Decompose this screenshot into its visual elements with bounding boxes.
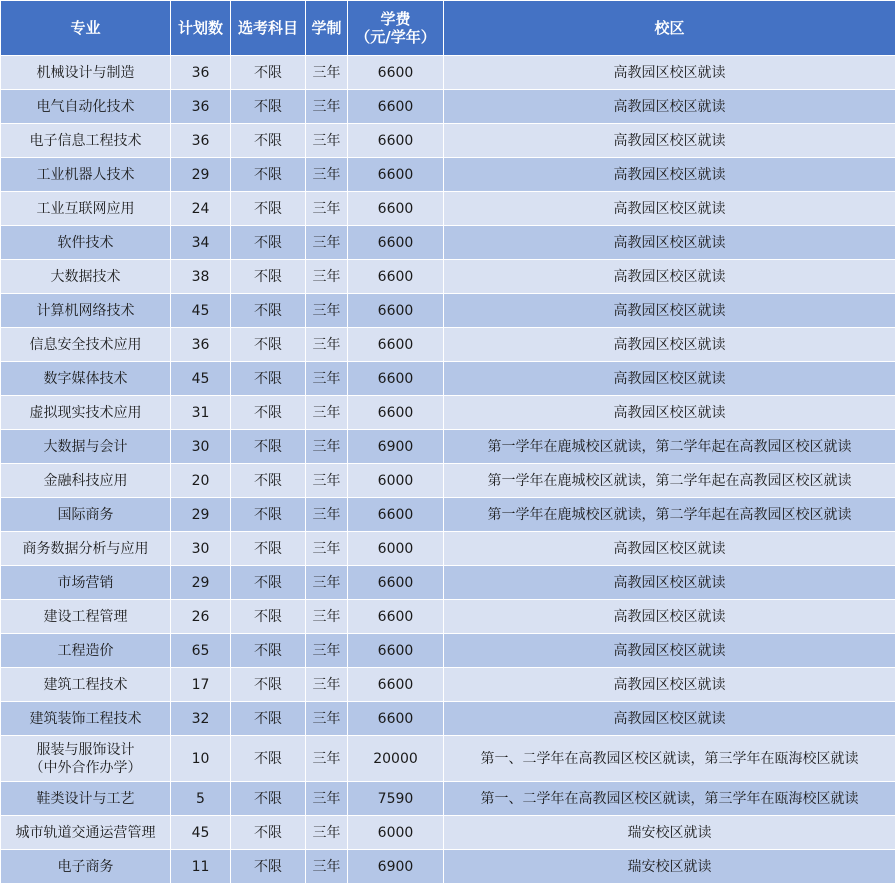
- cell-major: 数字媒体技术: [1, 362, 171, 396]
- cell-plan: 45: [171, 362, 231, 396]
- cell-campus: 高教园区校区就读: [444, 668, 895, 702]
- cell-duration: 三年: [306, 850, 348, 884]
- cell-campus: 瑞安校区就读: [444, 850, 895, 884]
- cell-duration: 三年: [306, 600, 348, 634]
- header-tuition-unit: （元/学年）: [355, 28, 436, 46]
- cell-plan: 45: [171, 816, 231, 850]
- cell-campus: 瑞安校区就读: [444, 816, 895, 850]
- cell-plan: 20: [171, 464, 231, 498]
- cell-duration: 三年: [306, 260, 348, 294]
- cell-campus: 高教园区校区就读: [444, 600, 895, 634]
- table-row: [1, 532, 895, 566]
- cell-major: [1, 736, 171, 782]
- cell-campus: 高教园区校区就读: [444, 260, 895, 294]
- cell-major: 虚拟现实技术应用: [1, 396, 171, 430]
- cell-duration: 三年: [306, 158, 348, 192]
- cell-campus: 高教园区校区就读: [444, 396, 895, 430]
- cell-campus: 第一、二学年在高教园区校区就读，第三学年在瓯海校区就读: [444, 736, 895, 782]
- cell-campus: 高教园区校区就读: [444, 124, 895, 158]
- cell-major: 计算机网络技术: [1, 294, 171, 328]
- table-row: [1, 498, 895, 532]
- cell-major: 大数据与会计: [1, 430, 171, 464]
- cell-tuition: 7590: [348, 782, 444, 816]
- cell-plan: 26: [171, 600, 231, 634]
- cell-tuition: 6600: [348, 158, 444, 192]
- cell-major: 工业互联网应用: [1, 192, 171, 226]
- header-campus: 校区: [444, 1, 895, 56]
- header-plan: 计划数: [171, 1, 231, 56]
- cell-subject: 不限: [231, 782, 306, 816]
- cell-tuition: 6600: [348, 566, 444, 600]
- cell-major: 建筑装饰工程技术: [1, 702, 171, 736]
- header-tuition-label: 学费: [380, 10, 411, 28]
- cell-major: 建筑工程技术: [1, 668, 171, 702]
- cell-duration: 三年: [306, 736, 348, 782]
- table-row: [1, 260, 895, 294]
- cell-plan: 45: [171, 294, 231, 328]
- cell-tuition: 6600: [348, 634, 444, 668]
- header-duration: 学制: [306, 1, 348, 56]
- cell-tuition: 20000: [348, 736, 444, 782]
- cell-subject: 不限: [231, 566, 306, 600]
- cell-plan: 17: [171, 668, 231, 702]
- cell-tuition: 6600: [348, 56, 444, 90]
- cell-subject: 不限: [231, 816, 306, 850]
- cell-campus: 高教园区校区就读: [444, 56, 895, 90]
- cell-tuition: 6600: [348, 260, 444, 294]
- cell-tuition: 6600: [348, 226, 444, 260]
- cell-major: 建设工程管理: [1, 600, 171, 634]
- cell-subject: 不限: [231, 668, 306, 702]
- table-row: [1, 736, 895, 782]
- table-row: [1, 362, 895, 396]
- cell-duration: 三年: [306, 226, 348, 260]
- cell-tuition: 6600: [348, 124, 444, 158]
- cell-duration: 三年: [306, 702, 348, 736]
- cell-tuition: 6600: [348, 498, 444, 532]
- cell-tuition: 6900: [348, 430, 444, 464]
- cell-tuition: 6000: [348, 816, 444, 850]
- cell-subject: 不限: [231, 328, 306, 362]
- cell-plan: 10: [171, 736, 231, 782]
- cell-duration: 三年: [306, 124, 348, 158]
- cell-plan: 29: [171, 498, 231, 532]
- cell-campus: 高教园区校区就读: [444, 532, 895, 566]
- cell-plan: 24: [171, 192, 231, 226]
- cell-duration: 三年: [306, 430, 348, 464]
- cell-subject: 不限: [231, 634, 306, 668]
- header-tuition: [348, 1, 444, 56]
- cell-tuition: 6000: [348, 464, 444, 498]
- cell-subject: 不限: [231, 600, 306, 634]
- cell-plan: 30: [171, 532, 231, 566]
- cell-major: 电子信息工程技术: [1, 124, 171, 158]
- cell-campus: 第一学年在鹿城校区就读，第二学年起在高教园区校区就读: [444, 498, 895, 532]
- cell-duration: 三年: [306, 532, 348, 566]
- cell-tuition: 6600: [348, 702, 444, 736]
- cell-duration: 三年: [306, 328, 348, 362]
- cell-campus: 第一、二学年在高教园区校区就读，第三学年在瓯海校区就读: [444, 782, 895, 816]
- table-row: [1, 702, 895, 736]
- cell-duration: 三年: [306, 782, 348, 816]
- cell-major: 鞋类设计与工艺: [1, 782, 171, 816]
- cell-tuition: 6600: [348, 396, 444, 430]
- header-subject: 选考科目: [231, 1, 306, 56]
- cell-plan: 34: [171, 226, 231, 260]
- cell-major: 国际商务: [1, 498, 171, 532]
- table-row: [1, 396, 895, 430]
- cell-major: 机械设计与制造: [1, 56, 171, 90]
- cell-tuition: 6600: [348, 328, 444, 362]
- table-row: [1, 328, 895, 362]
- header-major: 专业: [1, 1, 171, 56]
- cell-subject: 不限: [231, 850, 306, 884]
- cell-major: 城市轨道交通运营管理: [1, 816, 171, 850]
- cell-subject: 不限: [231, 464, 306, 498]
- cell-tuition: 6600: [348, 362, 444, 396]
- cell-major: 工业机器人技术: [1, 158, 171, 192]
- cell-plan: 65: [171, 634, 231, 668]
- cell-campus: 高教园区校区就读: [444, 192, 895, 226]
- cell-plan: 5: [171, 782, 231, 816]
- table-row: [1, 634, 895, 668]
- cell-plan: 36: [171, 90, 231, 124]
- cell-subject: 不限: [231, 532, 306, 566]
- cell-subject: 不限: [231, 158, 306, 192]
- cell-subject: 不限: [231, 294, 306, 328]
- cell-subject: 不限: [231, 226, 306, 260]
- cell-tuition: 6600: [348, 192, 444, 226]
- cell-plan: 29: [171, 566, 231, 600]
- cell-major: 金融科技应用: [1, 464, 171, 498]
- table-row: [1, 782, 895, 816]
- cell-plan: 32: [171, 702, 231, 736]
- cell-major: 软件技术: [1, 226, 171, 260]
- table-row: [1, 124, 895, 158]
- cell-duration: 三年: [306, 396, 348, 430]
- cell-plan: 36: [171, 124, 231, 158]
- cell-subject: 不限: [231, 736, 306, 782]
- table-row: [1, 464, 895, 498]
- cell-campus: 高教园区校区就读: [444, 328, 895, 362]
- cell-duration: 三年: [306, 566, 348, 600]
- cell-duration: 三年: [306, 464, 348, 498]
- cell-plan: 11: [171, 850, 231, 884]
- cell-campus: 高教园区校区就读: [444, 362, 895, 396]
- cell-major-note: （中外合作办学）: [29, 759, 142, 776]
- cell-plan: 38: [171, 260, 231, 294]
- cell-duration: 三年: [306, 816, 348, 850]
- table-row: [1, 566, 895, 600]
- cell-subject: 不限: [231, 260, 306, 294]
- cell-tuition: 6900: [348, 850, 444, 884]
- cell-campus: 第一学年在鹿城校区就读，第二学年起在高教园区校区就读: [444, 430, 895, 464]
- cell-plan: 29: [171, 158, 231, 192]
- cell-duration: 三年: [306, 634, 348, 668]
- cell-campus: 第一学年在鹿城校区就读，第二学年起在高教园区校区就读: [444, 464, 895, 498]
- table-row: [1, 226, 895, 260]
- table-row: [1, 850, 895, 884]
- cell-duration: 三年: [306, 192, 348, 226]
- table-row: [1, 600, 895, 634]
- cell-duration: 三年: [306, 56, 348, 90]
- cell-plan: 31: [171, 396, 231, 430]
- cell-tuition: 6600: [348, 600, 444, 634]
- cell-duration: 三年: [306, 90, 348, 124]
- table-row: [1, 90, 895, 124]
- cell-duration: 三年: [306, 362, 348, 396]
- cell-tuition: 6600: [348, 668, 444, 702]
- cell-major-name: 服装与服饰设计: [36, 741, 135, 758]
- cell-subject: 不限: [231, 702, 306, 736]
- cell-subject: 不限: [231, 498, 306, 532]
- cell-tuition: 6000: [348, 532, 444, 566]
- cell-campus: 高教园区校区就读: [444, 158, 895, 192]
- cell-subject: 不限: [231, 192, 306, 226]
- cell-campus: 高教园区校区就读: [444, 702, 895, 736]
- cell-major: 大数据技术: [1, 260, 171, 294]
- cell-subject: 不限: [231, 56, 306, 90]
- cell-subject: 不限: [231, 90, 306, 124]
- table-body: [1, 56, 895, 884]
- cell-campus: 高教园区校区就读: [444, 566, 895, 600]
- table-row: [1, 158, 895, 192]
- cell-tuition: 6600: [348, 294, 444, 328]
- table-row: [1, 294, 895, 328]
- cell-major: 市场营销: [1, 566, 171, 600]
- cell-major: 信息安全技术应用: [1, 328, 171, 362]
- cell-campus: 高教园区校区就读: [444, 226, 895, 260]
- table-row: [1, 430, 895, 464]
- cell-duration: 三年: [306, 668, 348, 702]
- table-row: [1, 56, 895, 90]
- cell-campus: 高教园区校区就读: [444, 634, 895, 668]
- cell-subject: 不限: [231, 396, 306, 430]
- cell-subject: 不限: [231, 362, 306, 396]
- table-row: [1, 192, 895, 226]
- cell-major: 工程造价: [1, 634, 171, 668]
- cell-tuition: 6600: [348, 90, 444, 124]
- header-row: [1, 1, 895, 56]
- cell-major: 电子商务: [1, 850, 171, 884]
- cell-campus: 高教园区校区就读: [444, 90, 895, 124]
- cell-duration: 三年: [306, 498, 348, 532]
- cell-subject: 不限: [231, 430, 306, 464]
- table-row: [1, 816, 895, 850]
- table-row: [1, 668, 895, 702]
- cell-plan: 30: [171, 430, 231, 464]
- table-header: [1, 1, 895, 56]
- cell-major: 商务数据分析与应用: [1, 532, 171, 566]
- cell-campus: 高教园区校区就读: [444, 294, 895, 328]
- cell-major: 电气自动化技术: [1, 90, 171, 124]
- cell-subject: 不限: [231, 124, 306, 158]
- cell-plan: 36: [171, 328, 231, 362]
- cell-duration: 三年: [306, 294, 348, 328]
- cell-plan: 36: [171, 56, 231, 90]
